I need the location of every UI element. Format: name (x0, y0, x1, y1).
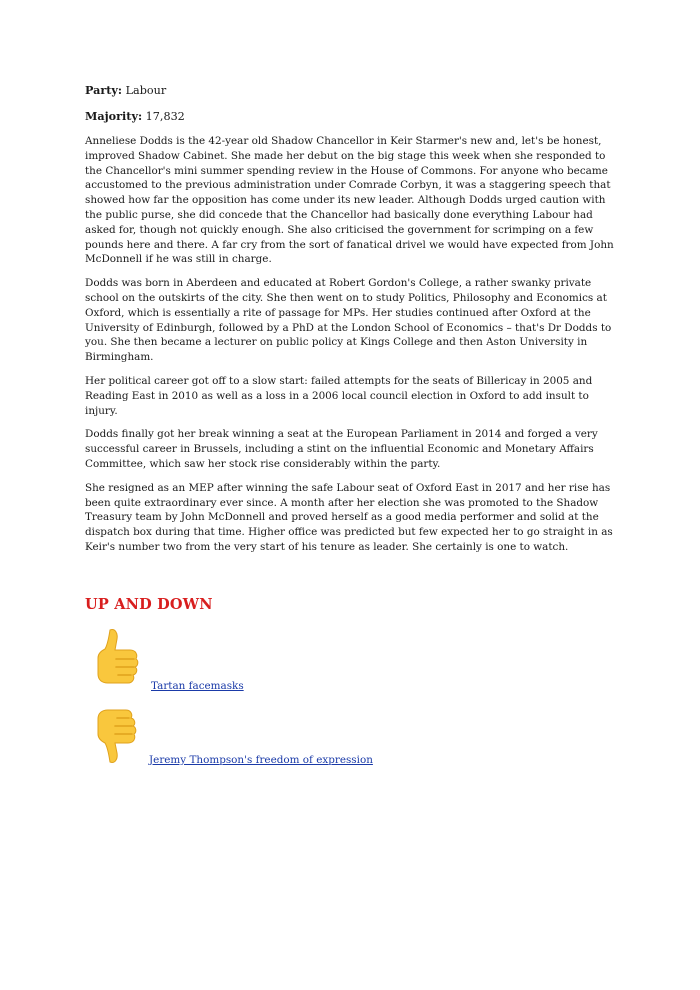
majority-value: 17,832 (145, 110, 185, 123)
majority-line (85, 108, 617, 125)
down-item-link[interactable]: Jeremy Thompson's freedom of expression (149, 754, 373, 766)
party-value: Labour (125, 84, 167, 97)
article-body (85, 82, 617, 564)
paragraph-european-parliament: Dodds finally got her break winning a seat at the European Parliament in 2014 and forged a very successful career in Brussels, including a stint on the influential Economic and Monetary Affairs Committee, which saw her stock rise considerably within the party. (85, 428, 598, 470)
party-line (85, 82, 617, 99)
party-label: Party: (85, 83, 123, 97)
thumbs-down-icon (94, 706, 138, 766)
paragraph-early-career: Her political career got off to a slow start: failed attempts for the seats of Billericay in 2005 and Reading East in 2010 as well as a loss in a 2006 local council election in Oxford to add insult to injury. (85, 374, 593, 417)
paragraph-intro: Anneliese Dodds is the 42-year old Shadow Chancellor in Keir Starmer's new and, let's be honest, improved Shadow Cabinet. She made her debut on the big stage this week when she responded to the Chancellor's mini summer spending review in the House of Commons. For anyone who became accustomed to the previous administration under Comrade Corbyn, it was a staggering speech that showed how far the opposition has come under its new leader. Although Dodds urged caution with the public purse, she did concede that the Chancellor had basically done everything Labour had asked for, though not quickly enough. She also criticised the government for scrimping on a few pounds here and there. A far cry from the sort of fanatical drivel we would have expected from John McDonnell if he was still in charge. (85, 135, 614, 266)
up-item-link[interactable]: Tartan facemasks (151, 680, 244, 692)
paragraph-education: Dodds was born in Aberdeen and educated at Robert Gordon's College, a rather swanky private school on the outskirts of the city. She then went on to study Politics, Philosophy and Economics at Oxford, which is essentially a rite of passage for MPs. Her studies continued after Oxford at the University of Edinburgh, followed by a PhD at the London School of Economics – that's Dr Dodds to you. She then became a lecturer on public policy at Kings College and then Aston University in Birmingham. (85, 277, 612, 364)
thumbs-up-icon (92, 626, 140, 690)
paragraph-rise: She resigned as an MEP after winning the safe Labour seat of Oxford East in 2017 and her rise has been quite extraordinary ever since. A month after her election she was promoted to the Shadow Treasury team by John McDonnell and proved herself as a good media performer and solid at the dispatch box during that time. Higher office was predicted but few expected her to go straight in as Keir's number two from the very start of his tenure as leader. She certainly is one to watch. (85, 481, 613, 553)
majority-label: Majority: (85, 109, 143, 123)
up-and-down-heading: UP AND DOWN (85, 596, 213, 613)
